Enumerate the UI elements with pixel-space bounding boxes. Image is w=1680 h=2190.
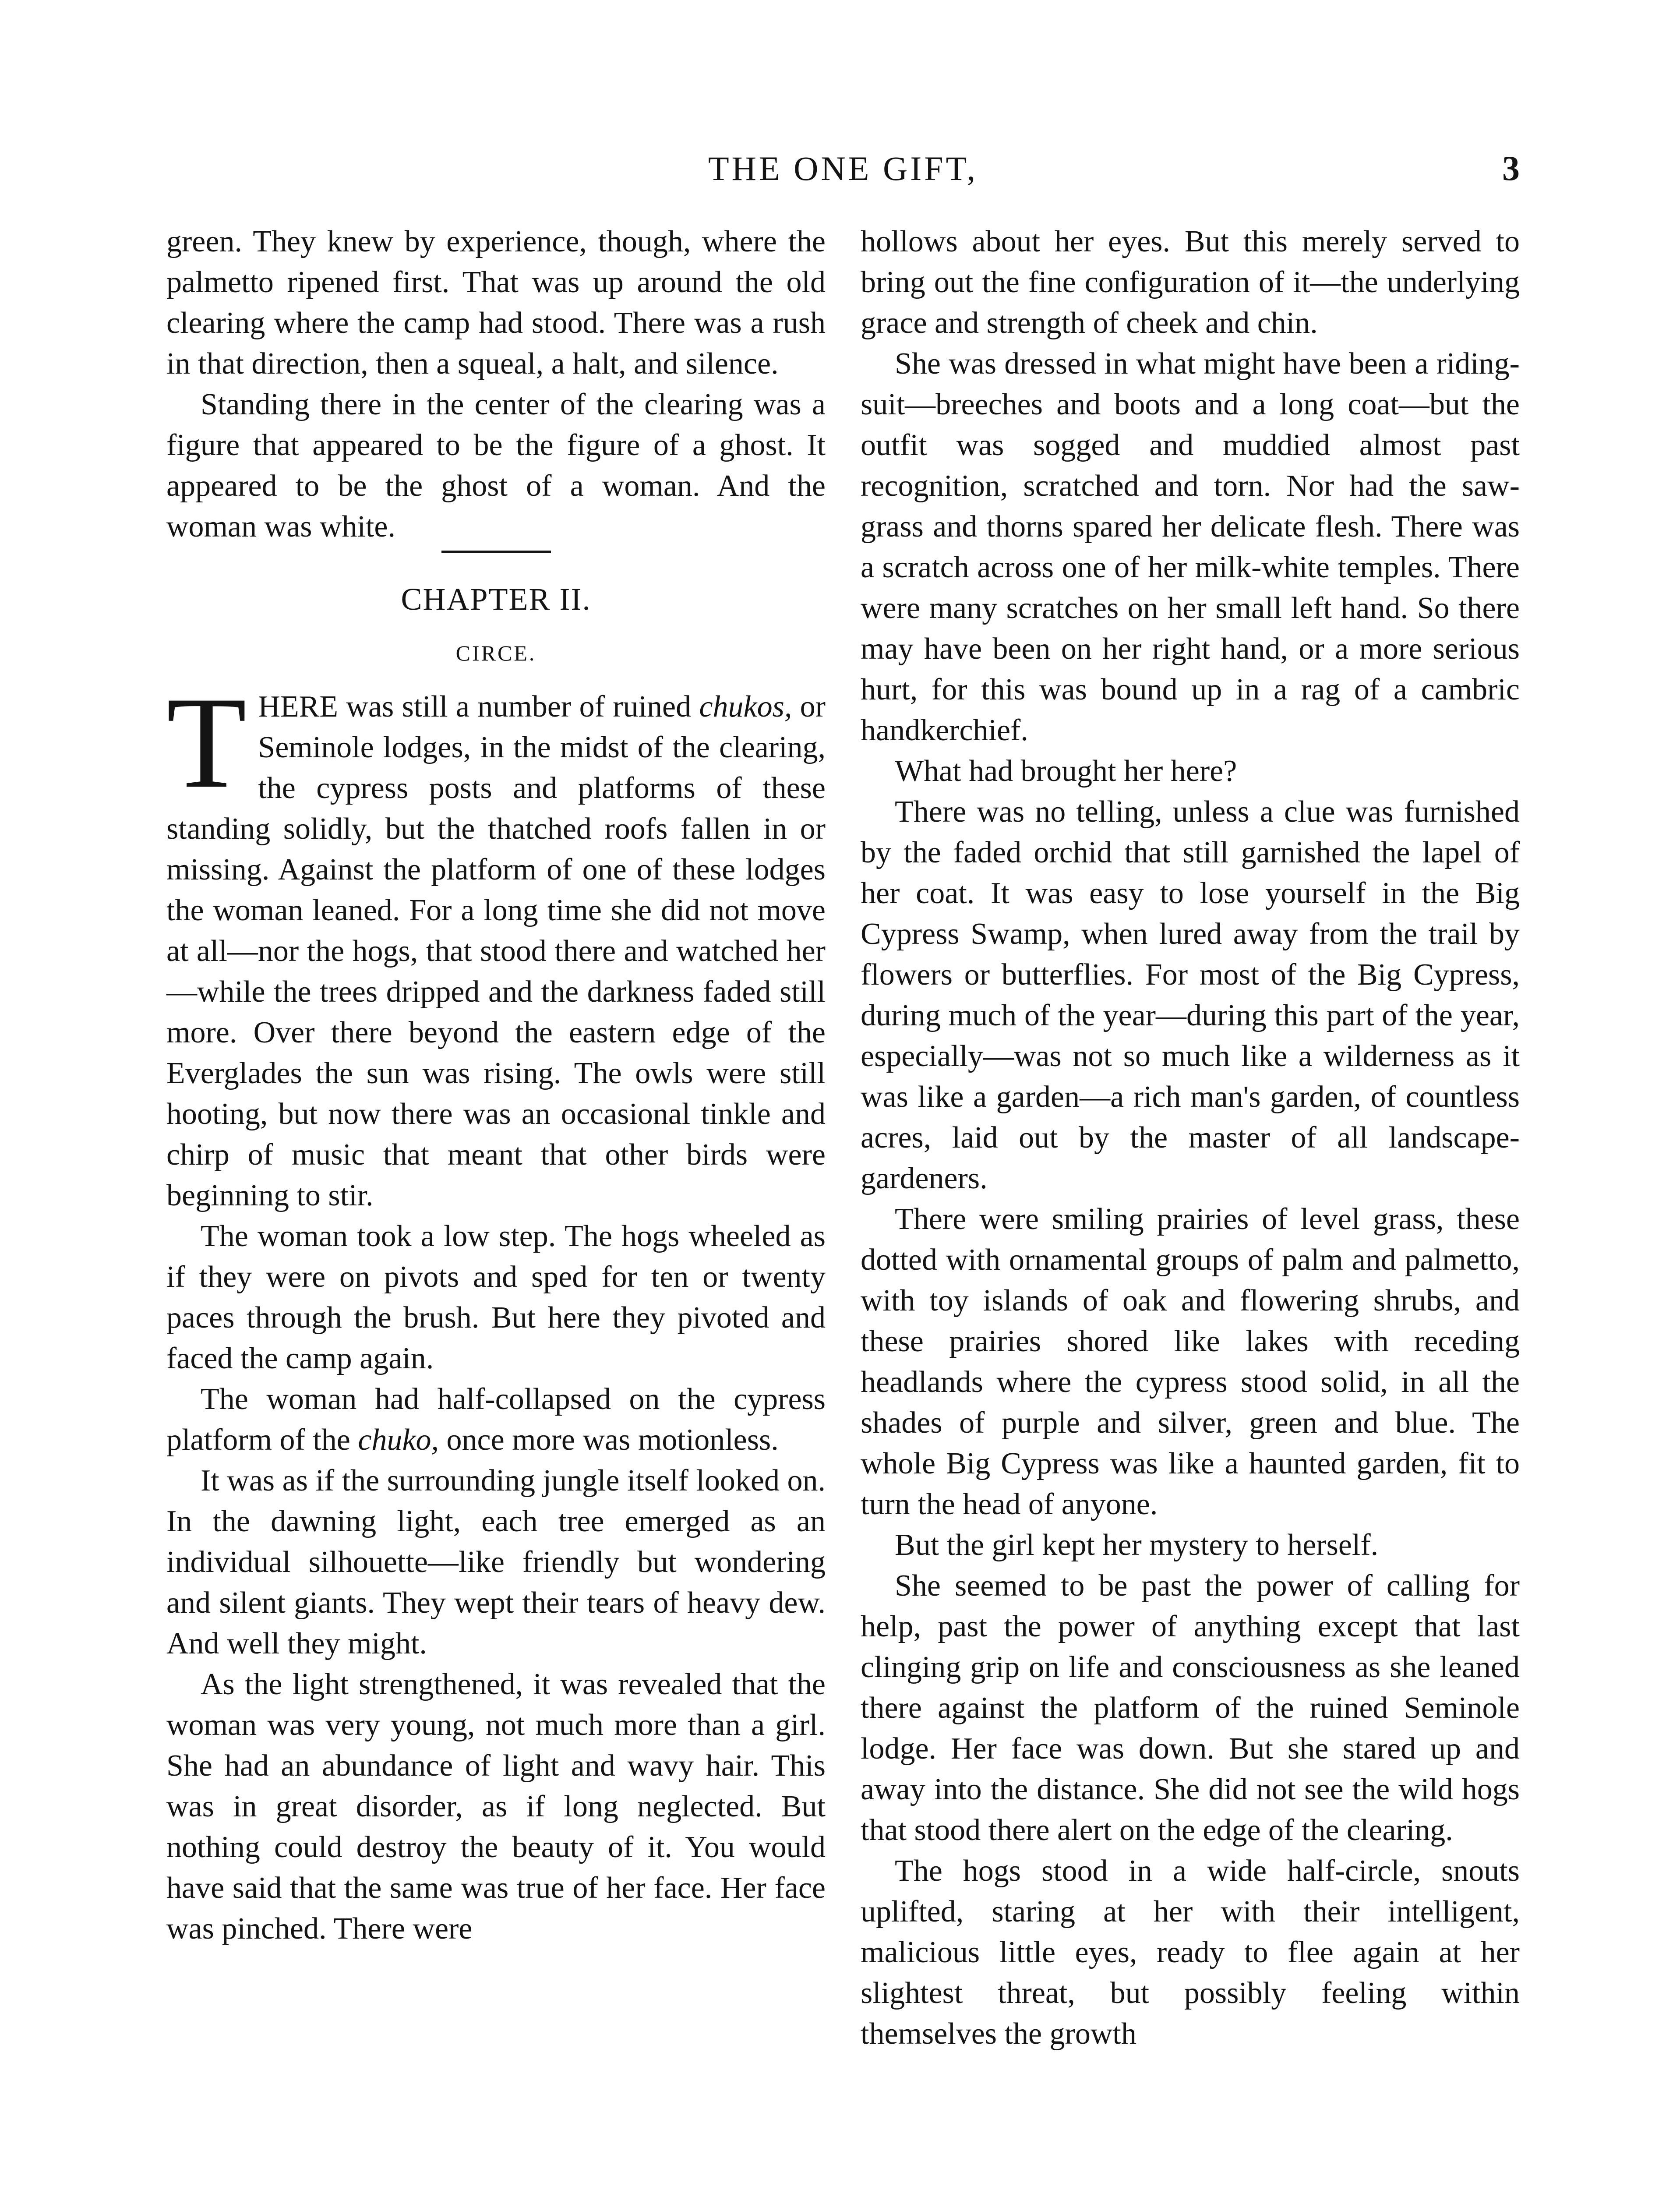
paragraph: Standing there in the center of the clearing was a figure that appeared to be the figure of a ghost. It appeared to be the ghost of a woman. And the woman was white. [166,388,826,544]
paragraph: green. They knew by experience, though, where the palmetto ripened first. That was up around the old clearing where the camp had stood. There was a rush in that direction, then a squeal, a halt, and silence. [166,225,826,381]
left-column [166,221,826,1949]
chapter-subtitle: CIRCE. [455,641,536,665]
text-run: or Seminole lodges, in the midst of the clearing, the cypress posts and platforms of these standing solidly, but the thatched roofs fallen in or missing. Against the platform of one of these lodges the woman leaned. For a long time she did not move at all—nor the hogs, that stood there and watched her—while the trees dripped and the darkness faded still more. Over there beyond the eastern edge of the Everglades the sun was rising. The owls were still hooting, but now there was an occasional tinkle and chirp of music that meant that other birds were beginning to stir. [166,690,826,1212]
drop-cap: T [166,670,247,815]
paragraph: As the light strengthened, it was revealed that the woman was very young, not much more than a girl. She had an abundance of light and wavy hair. This was in great disorder, as if long neglected. But nothing could destroy the beauty of it. You would have said that the same was true of her face. Her face was pinched. There were [166,1667,826,1946]
right-column [861,221,1520,2054]
text-run: The woman had half-collapsed on the cypress platform of the [166,1382,826,1457]
paragraph: The hogs stood in a wide half-circle, snouts uplifted, staring at her with their intelligent, malicious little eyes, ready to flee again at her slightest threat, but possibly feeling within themselves the growth [861,1854,1520,2051]
section-divider [441,551,551,553]
paragraph [166,1379,826,1460]
paragraph: The woman took a low step. The hogs wheeled as if they were on pivots and sped for ten or twenty paces through the brush. But here they pivoted and faced the camp again. [166,1219,826,1375]
paragraph: She was dressed in what might have been a riding-suit—breeches and boots and a long coat—but the outfit was sogged and muddied almost past recognition, scratched and torn. Nor had the saw-grass and thorns spared her delicate flesh. There was a scratch across one of her milk-white temples. There were many scratches on her small left hand. So there may have been on her right hand, or a more serious hurt, for this was bound up in a rag of a cambric handkerchief. [861,347,1520,747]
paragraph: It was as if the surrounding jungle itself looked on. In the dawning light, each tree emerged as an individual silhouette—like friendly but wondering and silent giants. They wept their tears of heavy dew. And well they might. [166,1464,826,1660]
text-run: once more was motionless. [439,1423,779,1457]
page-header [166,140,1520,197]
paragraph: She seemed to be past the power of calling for help, past the power of anything except that last clinging grip on life and consciousness as she leaned there against the platform of the ruined Seminole lodge. Her face was down. But she stared up and away into the distance. She did not see the wild hogs that stood there alert on the edge of the clearing. [861,1569,1520,1847]
paragraph: What had brought her here? [895,754,1237,788]
chapter-title: CHAPTER II. [401,582,591,617]
page-number: 3 [1502,149,1520,188]
paragraph [166,670,826,1216]
text-run: HERE was still a number of ruined [258,690,699,724]
paragraph: But the girl kept her mystery to herself. [895,1528,1379,1562]
paragraph: hollows about her eyes. But this merely served to bring out the fine configuration of it—the underlying grace and strength of cheek and chin. [861,225,1520,340]
paragraph: There were smiling prairies of level grass, these dotted with ornamental groups of palm and palmetto, with toy islands of oak and flowering shrubs, and these prairies shored like lakes with receding headlands where the cypress stood solid, in all the shades of purple and silver, green and blue. The whole Big Cypress was like a haunted garden, fit to turn the head of anyone. [861,1202,1520,1521]
italic-term: chuko, [358,1423,439,1457]
italic-term: chukos, [699,690,792,724]
paragraph: There was no telling, unless a clue was furnished by the faded orchid that still garnished the lapel of her coat. It was easy to lose yourself in the Big Cypress Swamp, when lured away from the trail by flowers or butterflies. For most of the Big Cypress, during much of the year—during this part of the year, especially—was not so much like a wilderness as it was like a garden—a rich man's garden, of countless acres, laid out by the master of all landscape-gardeners. [861,795,1520,1195]
running-head: THE ONE GIFT, [708,149,978,187]
